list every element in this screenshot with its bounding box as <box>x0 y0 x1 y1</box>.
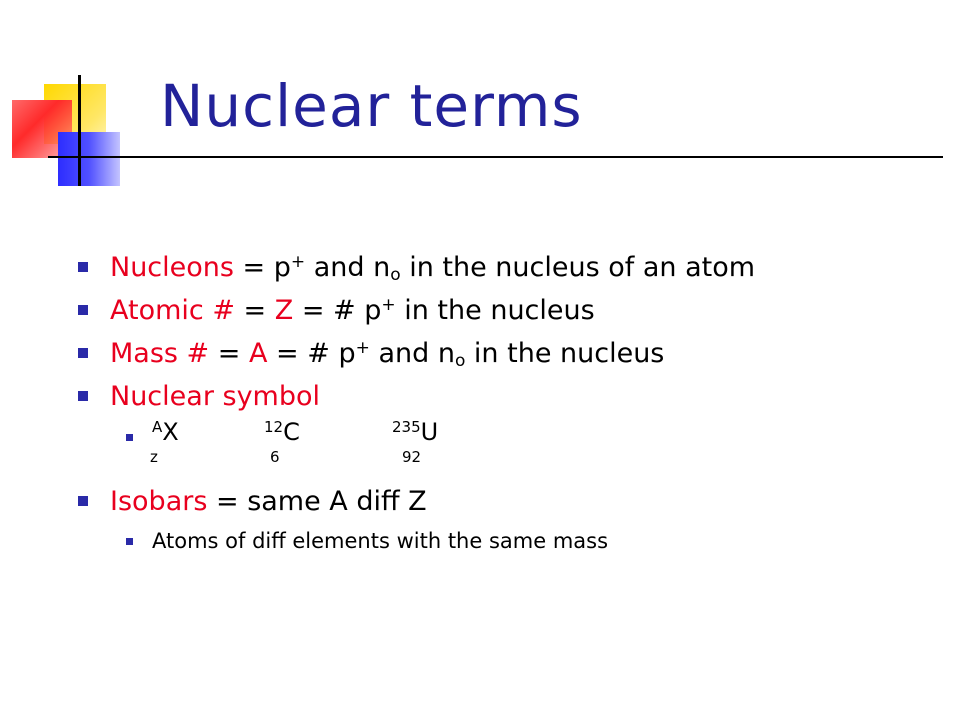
title-underline <box>48 156 943 158</box>
square-bullet-icon <box>126 538 133 545</box>
term: Nucleons <box>110 252 234 283</box>
superscript: + <box>355 338 370 358</box>
square-bullet-icon <box>126 434 133 441</box>
mass-number: 12 <box>264 418 284 436</box>
symbol-generic <box>150 418 179 466</box>
superscript: + <box>290 252 306 272</box>
term: Mass # <box>110 338 210 369</box>
square-bullet-icon <box>78 348 88 358</box>
text: and n <box>369 338 455 369</box>
term: Z <box>274 295 294 326</box>
text: = <box>209 338 249 369</box>
vertical-rule <box>78 75 81 186</box>
slide-content <box>78 246 938 559</box>
title-decoration <box>0 0 140 200</box>
text: in the nucleus <box>395 295 595 326</box>
text: = # p <box>293 295 382 326</box>
mass-number: 235 <box>392 418 421 436</box>
bullet-mass-number <box>78 332 938 375</box>
subscript: o <box>454 351 466 371</box>
mass-number: A <box>152 418 163 436</box>
text: = # p <box>267 338 356 369</box>
atomic-number: 92 <box>402 448 422 466</box>
bullet-atomic-number <box>78 289 938 332</box>
text: and n <box>305 252 391 283</box>
square-bullet-icon <box>78 305 88 315</box>
text: = <box>234 295 275 326</box>
atomic-number: z <box>150 448 158 466</box>
superscript: + <box>381 295 396 315</box>
bullet-nucleons <box>78 246 938 289</box>
element: C <box>283 418 300 446</box>
text: = same A diff Z <box>207 486 427 517</box>
nuclear-symbol-examples <box>126 418 938 480</box>
text: in the nucleus of an atom <box>400 252 756 283</box>
atomic-number: 6 <box>270 448 280 466</box>
symbol-carbon <box>264 418 300 466</box>
term: Isobars <box>110 486 208 517</box>
square-bullet-icon <box>78 496 88 506</box>
bullet-nuclear-symbol <box>78 375 938 418</box>
term: Atomic # <box>110 295 235 326</box>
subscript: o <box>390 265 401 285</box>
square-bullet-icon <box>78 262 88 272</box>
bullet-isobars <box>78 480 938 523</box>
text: = p <box>233 252 291 283</box>
term: Nuclear symbol <box>110 381 321 412</box>
slide-title: Nuclear terms <box>160 72 583 140</box>
element: U <box>420 418 439 446</box>
square-bullet-icon <box>78 391 88 401</box>
element: X <box>162 418 179 446</box>
blue-square <box>58 132 120 186</box>
text: Atoms of diff elements with the same mass <box>152 529 609 553</box>
text: in the nucleus <box>465 338 665 369</box>
sub-bullet-isobars <box>126 523 938 559</box>
symbol-uranium <box>392 418 439 466</box>
term: A <box>248 338 268 369</box>
